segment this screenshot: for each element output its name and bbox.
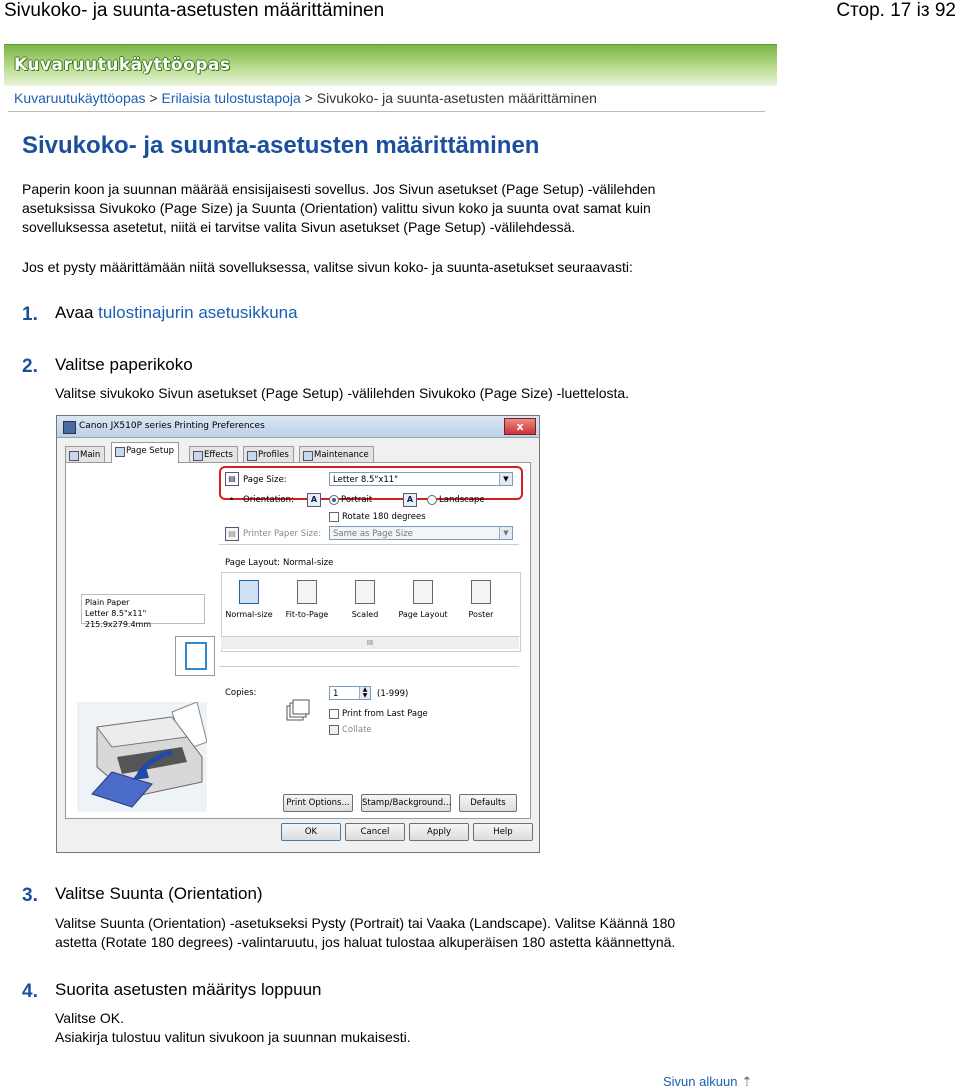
intro-line: asetuksissa Sivukoko (Page Size) ja Suunta (Orientation) valittu sivun koko ja suunta ovat samat kuin <box>22 200 651 216</box>
step-description: Valitse sivukoko Sivun asetukset (Page Setup) -välilehden Sivukoko (Page Size) -luettelosta. <box>55 385 630 401</box>
divider <box>8 111 765 112</box>
layout-caption: Fit-to-Page <box>285 610 329 619</box>
step-number: 2. <box>22 356 38 377</box>
landscape-icon: A <box>403 493 417 507</box>
tab-effects[interactable]: Effects <box>189 446 238 463</box>
layout-scrollbar[interactable]: III <box>221 636 519 649</box>
defaults-button[interactable]: Defaults <box>459 794 517 812</box>
breadcrumb <box>14 90 597 106</box>
arrow-up-icon: ⇡ <box>741 1074 753 1089</box>
page-layout-label: Page Layout: <box>225 558 281 568</box>
printer-paper-size-label: Printer Paper Size: <box>243 529 322 539</box>
step-description-line: astetta (Rotate 180 degrees) -valintaruutu, jos haluat tulostaa alkuperäisen 180 astetta käännettynä. <box>55 934 676 950</box>
portrait-label: Portrait <box>341 495 373 505</box>
page-setup-tab-icon <box>115 447 125 457</box>
collate-checkbox[interactable] <box>329 725 339 735</box>
landscape-radio[interactable] <box>427 495 437 505</box>
layout-option-poster[interactable] <box>456 577 506 639</box>
layout-option-fit-to-page[interactable] <box>282 577 332 639</box>
print-from-last-label: Print from Last Page <box>342 709 428 719</box>
printer-icon <box>63 421 76 434</box>
back-to-top-label: Sivun alkuun <box>663 1074 738 1089</box>
rotate-checkbox[interactable] <box>329 512 339 522</box>
layout-option-page-layout[interactable] <box>398 577 448 639</box>
step-number: 4. <box>22 981 38 1002</box>
page-size-select[interactable]: Letter 8.5"x11" ▼ <box>329 472 513 486</box>
tab-profiles[interactable]: Profiles <box>243 446 294 463</box>
breadcrumb-separator: > <box>300 90 317 106</box>
tab-main[interactable]: Main <box>65 446 105 463</box>
orientation-label: Orientation: <box>243 495 294 505</box>
spin-arrows-icon[interactable]: ▲ ▼ <box>359 687 370 699</box>
page-header <box>4 0 956 26</box>
landscape-label: Landscape <box>439 495 485 505</box>
printer-driver-link[interactable]: tulostinajurin asetusikkuna <box>98 303 298 322</box>
stamp-background-button[interactable]: Stamp/Background... <box>361 794 451 812</box>
page-layout-icon <box>413 580 433 604</box>
step-number: 1. <box>22 304 38 325</box>
layout-caption: Scaled <box>351 610 379 619</box>
chevron-down-icon: ▼ <box>499 527 512 539</box>
effects-tab-icon <box>193 451 203 461</box>
breadcrumb-current: Sivukoko- ja suunta-asetusten määrittäminen <box>316 90 597 106</box>
step-description <box>55 1009 775 1047</box>
help-button[interactable]: Help <box>473 823 533 841</box>
divider <box>219 666 519 667</box>
page-title: Sivukoko- ja suunta-asetusten määrittäminen <box>22 132 540 159</box>
document-title: Sivukoko- ja suunta-asetusten määrittäminen <box>4 0 385 21</box>
breadcrumb-link-printing-methods[interactable]: Erilaisia tulostustapoja <box>161 90 301 106</box>
layout-option-scaled[interactable] <box>340 577 390 639</box>
step-title <box>55 303 298 323</box>
cancel-button[interactable]: Cancel <box>345 823 405 841</box>
step-title: Suorita asetusten määritys loppuun <box>55 980 322 999</box>
profiles-tab-icon <box>247 451 257 461</box>
paper-info-box <box>81 594 205 629</box>
breadcrumb-link-guide[interactable]: Kuvaruutukäyttöopas <box>14 90 146 106</box>
collate-label: Collate <box>342 725 372 735</box>
portrait-icon: A <box>307 493 321 507</box>
scaled-icon <box>355 580 375 604</box>
back-to-top-link[interactable] <box>663 1074 752 1090</box>
divider <box>219 544 519 545</box>
normal-size-icon <box>239 580 259 604</box>
guide-banner <box>4 44 777 86</box>
page-number: Стор. 17 із 92 <box>836 0 956 21</box>
copies-input[interactable]: 1 ▲ ▼ <box>329 686 371 700</box>
paper-type: Plain Paper <box>85 598 130 607</box>
dialog-titlebar <box>57 416 539 438</box>
chevron-down-icon: ▼ <box>499 473 512 485</box>
printer-illustration-icon <box>77 702 207 812</box>
printer-paper-size-select[interactable]: Same as Page Size ▼ <box>329 526 513 540</box>
orientation-bullet: • <box>229 495 235 505</box>
step-description-line: Valitse Suunta (Orientation) -asetukseksi Pysty (Portrait) tai Vaaka (Landscape). Valitse Käännä 180 <box>55 915 676 931</box>
tab-page-setup[interactable]: Page Setup <box>111 442 179 463</box>
copies-range: (1-999) <box>377 689 409 699</box>
step-description-line: Valitse OK. <box>55 1010 124 1026</box>
step-number: 3. <box>22 885 38 906</box>
step-title-prefix: Avaa <box>55 303 99 322</box>
layout-option-normal-size[interactable] <box>224 577 274 639</box>
print-options-button[interactable]: Print Options... <box>283 794 353 812</box>
paper-preview <box>175 636 215 676</box>
portrait-radio[interactable] <box>329 495 339 505</box>
ok-button[interactable]: OK <box>281 823 341 841</box>
tab-maintenance[interactable]: Maintenance <box>299 446 374 463</box>
printer-paper-icon: ▤ <box>225 527 239 541</box>
step-description-line: Asiakirja tulostuu valitun sivukoon ja suunnan mukaisesti. <box>55 1029 411 1045</box>
intro-paragraph <box>22 180 762 237</box>
paper-size-info: Letter 8.5"x11" 215.9x279.4mm <box>85 609 152 629</box>
intro-line: Paperin koon ja suunnan määrää ensisijaisesti sovellus. Jos Sivun asetukset (Page Setup) -välilehden <box>22 181 656 197</box>
dialog-title: Canon JX510P series Printing Preferences <box>79 421 265 431</box>
printing-preferences-dialog <box>56 415 540 853</box>
page-layout-value: Normal-size <box>283 558 334 568</box>
maintenance-tab-icon <box>303 451 313 461</box>
fit-to-page-icon <box>297 580 317 604</box>
apply-button[interactable]: Apply <box>409 823 469 841</box>
poster-icon <box>471 580 491 604</box>
copies-stack-icon <box>285 698 311 724</box>
page-size-icon: ▤ <box>225 472 239 486</box>
copies-label: Copies: <box>225 688 257 698</box>
step-title: Valitse paperikoko <box>55 355 193 374</box>
main-tab-icon <box>69 451 79 461</box>
intro-instruction: Jos et pysty määrittämään niitä sovelluksessa, valitse sivun koko- ja suunta-asetukset seuraavasti: <box>22 259 633 275</box>
page-size-label: Page Size: <box>243 475 287 485</box>
print-from-last-checkbox[interactable] <box>329 709 339 719</box>
layout-caption: Normal-size <box>225 610 273 619</box>
layout-caption: Page Layout <box>398 610 448 619</box>
intro-line: sovelluksessa asetetut, niitä ei tarvitse valita Sivun asetukset (Page Setup) -välilehdessä. <box>22 219 576 235</box>
banner-title: Kuvaruutukäyttöopas <box>14 55 231 75</box>
rotate-label: Rotate 180 degrees <box>342 512 426 522</box>
close-button[interactable]: x <box>504 418 536 435</box>
page-sheet-icon <box>185 642 207 670</box>
step-description <box>55 914 775 952</box>
layout-caption: Poster <box>468 610 494 619</box>
breadcrumb-separator: > <box>145 90 162 106</box>
step-title: Valitse Suunta (Orientation) <box>55 884 263 903</box>
